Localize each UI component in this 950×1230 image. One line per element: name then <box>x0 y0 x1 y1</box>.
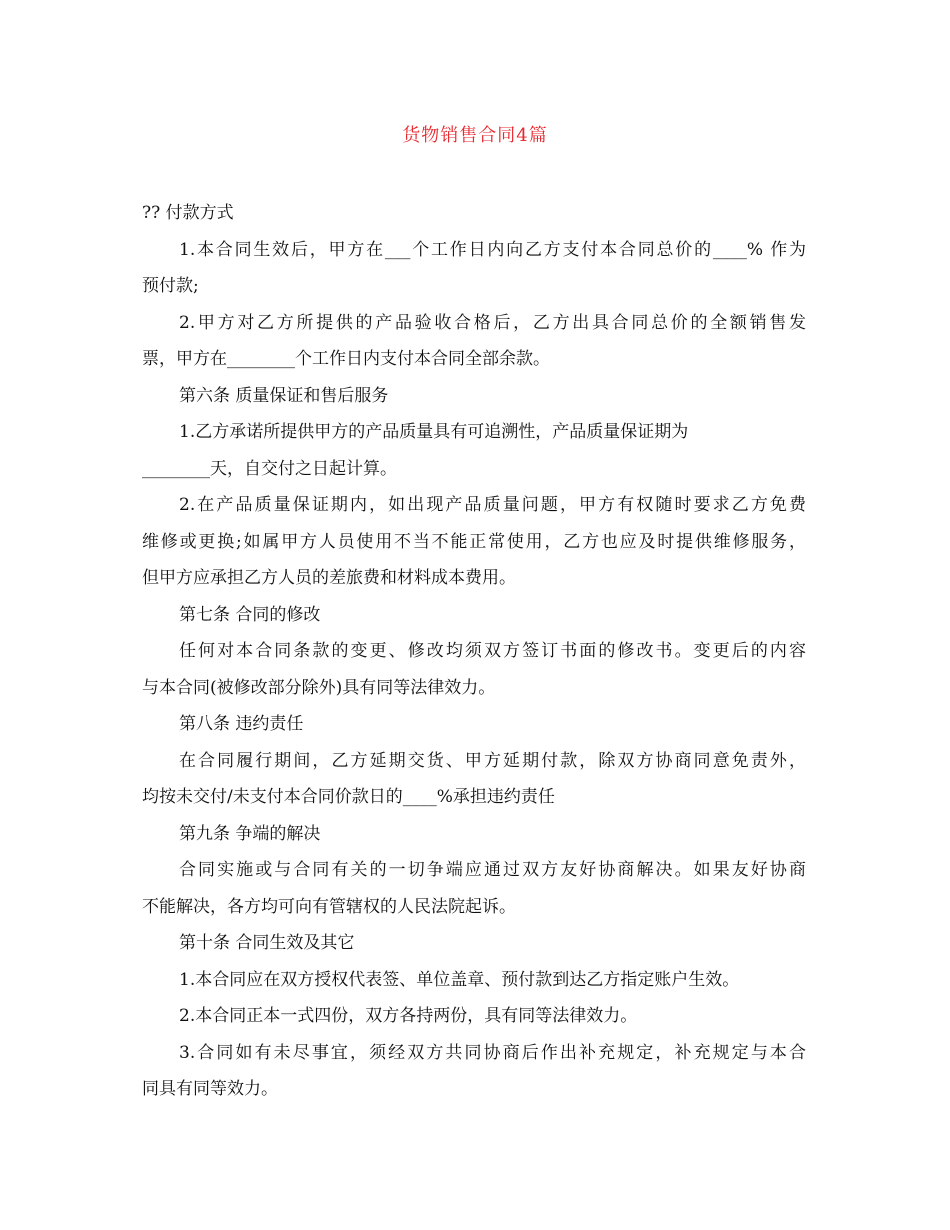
article-heading-8: 第八条 违约责任 <box>179 714 304 734</box>
paragraph-line: 但甲方应承担乙方人员的差旅费和材料成本费用。 <box>142 568 516 588</box>
paragraph-line: 1.本合同应在双方授权代表签、单位盖章、预付款到达乙方指定账户生效。 <box>179 969 740 990</box>
article-heading-10: 第十条 合同生效及其它 <box>179 933 355 953</box>
paragraph-line: 在合同履行期间，乙方延期交货、甲方延期付款，除双方协商同意免责外， <box>179 750 806 771</box>
article-heading-7: 第七条 合同的修改 <box>179 604 321 625</box>
article-heading-9: 第九条 争端的解决 <box>179 823 321 844</box>
document-body <box>142 195 806 1108</box>
paragraph-line: 2.本合同正本一式四份，双方各持两份，具有同等法律效力。 <box>179 1006 638 1026</box>
paragraph-line: 3.合同如有未尽事宜，须经双方共同协商后作出补充规定，补充规定与本合 <box>179 1042 806 1063</box>
paragraph-line: ________天，自交付之日起计算。 <box>142 458 397 479</box>
paragraph-line: 票，甲方在________个工作日内支付本合同全部余款。 <box>142 349 550 369</box>
paragraph-line: 均按未交付/未支付本合同价款日的____%承担违约责任 <box>142 787 555 807</box>
paragraph-line: 同具有同等效力。 <box>142 1079 278 1099</box>
section-heading-payment: ?? 付款方式 <box>142 203 234 223</box>
article-heading-6: 第六条 质量保证和售后服务 <box>179 385 389 406</box>
paragraph-line: 1.本合同生效后，甲方在___个工作日内向乙方支付本合同总价的____% 作为 <box>179 239 806 260</box>
paragraph-line: 维修或更换;如属甲方人员使用不当不能正常使用，乙方也应及时提供维修服务， <box>142 531 806 552</box>
paragraph-line: 1.乙方承诺所提供甲方的产品质量具有可追溯性，产品质量保证期为 <box>179 422 689 442</box>
document-title: 货物销售合同4篇 <box>402 125 548 146</box>
paragraph-line: 任何对本合同条款的变更、修改均须双方签订书面的修改书。变更后的内容 <box>179 641 806 661</box>
paragraph-line: 2.甲方对乙方所提供的产品验收合格后，乙方出具合同总价的全额销售发 <box>179 312 806 333</box>
paragraph-line: 不能解决，各方均可向有管辖权的人民法院起诉。 <box>142 896 516 917</box>
paragraph-line: 合同实施或与合同有关的一切争端应通过双方友好协商解决。如果友好协商 <box>179 860 806 880</box>
paragraph-line: 2.在产品质量保证期内，如出现产品质量问题，甲方有权随时要求乙方免费 <box>179 495 806 515</box>
paragraph-line: 与本合同(被修改部分除外)具有同等法律效力。 <box>142 677 496 698</box>
paragraph-line: 预付款; <box>142 276 199 296</box>
